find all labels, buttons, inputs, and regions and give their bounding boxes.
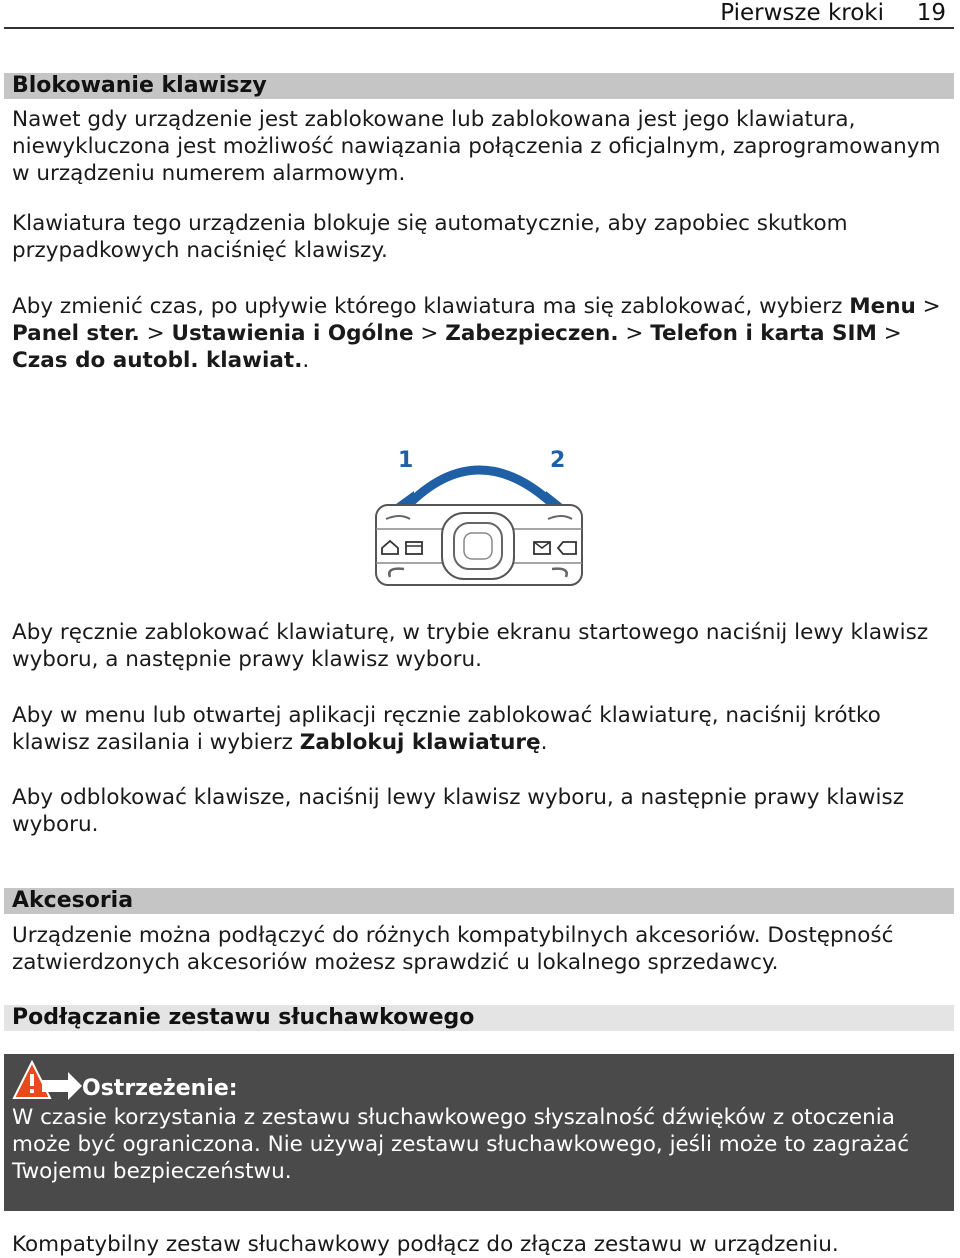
menu-option: Zablokuj klawiaturę [299,730,541,755]
subsection-heading: Podłączanie zestawu słuchawkowego [12,1005,475,1030]
menu-path-item: Menu [849,294,916,319]
warning-box [4,1054,954,1211]
warning-icon [12,1060,82,1100]
step-label-1: 1 [398,448,414,473]
menu-path-item: Zabezpieczen. [445,321,619,346]
step-label-2: 2 [550,448,566,473]
section-heading-bar [4,888,954,914]
paragraph: Nawet gdy urządzenie jest zablokowane lub zablokowana jest jego klawiatura, niewykluczona jest możliwość nawiązania połączenia z oficjalnym, zaprogramowanym w urządzeniu numerem alarmowym. [12,107,941,186]
header-divider [4,27,954,29]
paragraph: Kompatybilny zestaw słuchawkowy podłącz do złącza zestawu w urządzeniu. [12,1232,839,1257]
subsection-heading-bar [4,1005,954,1031]
warning-title: Ostrzeżenie: [82,1076,238,1101]
menu-path-item: Panel ster. [12,321,140,346]
paragraph: Klawiatura tego urządzenia blokuje się automatycznie, aby zapobiec skutkom przypadkowych naciśnięć klawiszy. [12,211,848,263]
menu-path-item: Ustawienia i Ogólne [171,321,414,346]
section-heading: Blokowanie klawiszy [12,73,267,98]
paragraph: Urządzenie można podłączyć do różnych kompatybilnych akcesoriów. Dostępność zatwierdzonych akcesoriów możesz sprawdzić u lokalnego sprzedawcy. [12,923,894,975]
menu-path-item: Czas do autobl. klawiat. [12,348,303,373]
paragraph: Aby odblokować klawisze, naciśnij lewy klawisz wyboru, a następnie prawy klawisz wyboru. [12,785,904,837]
section-heading: Akcesoria [12,888,134,913]
paragraph-menu-path: Aby zmienić czas, po upływie którego klawiatura ma się zablokować, wybierz Menu > Panel ster. > Ustawienia i Ogólne > Zabezpieczen. > Telefon i karta SIM > Czas do autobl. klawiat.. [12,294,941,373]
paragraph: Aby w menu lub otwartej aplikacji ręcznie zablokować klawiaturę, naciśnij krótko klawisz zasilania i wybierz Zablokuj klawiaturę. [12,703,881,755]
paragraph: Aby ręcznie zablokować klawiaturę, w trybie ekranu startowego naciśnij lewy klawisz wyboru, a następnie prawy klawisz wyboru. [12,620,929,672]
curved-arrow-icon [406,470,556,507]
chapter-title: Pierwsze kroki [720,0,884,26]
page-number: 19 [916,0,946,26]
page-header [0,0,960,28]
section-heading-bar [4,73,954,99]
keypad-illustration [370,445,586,587]
warning-text: W czasie korzystania z zestawu słuchawkowego słyszalność dźwięków z otoczenia może być ograniczona. Nie używaj zestawu słuchawkowego, jeśli może to zagrażać Twojemu bezpieczeństwu. [12,1105,910,1184]
menu-path-item: Telefon i karta SIM [650,321,877,346]
